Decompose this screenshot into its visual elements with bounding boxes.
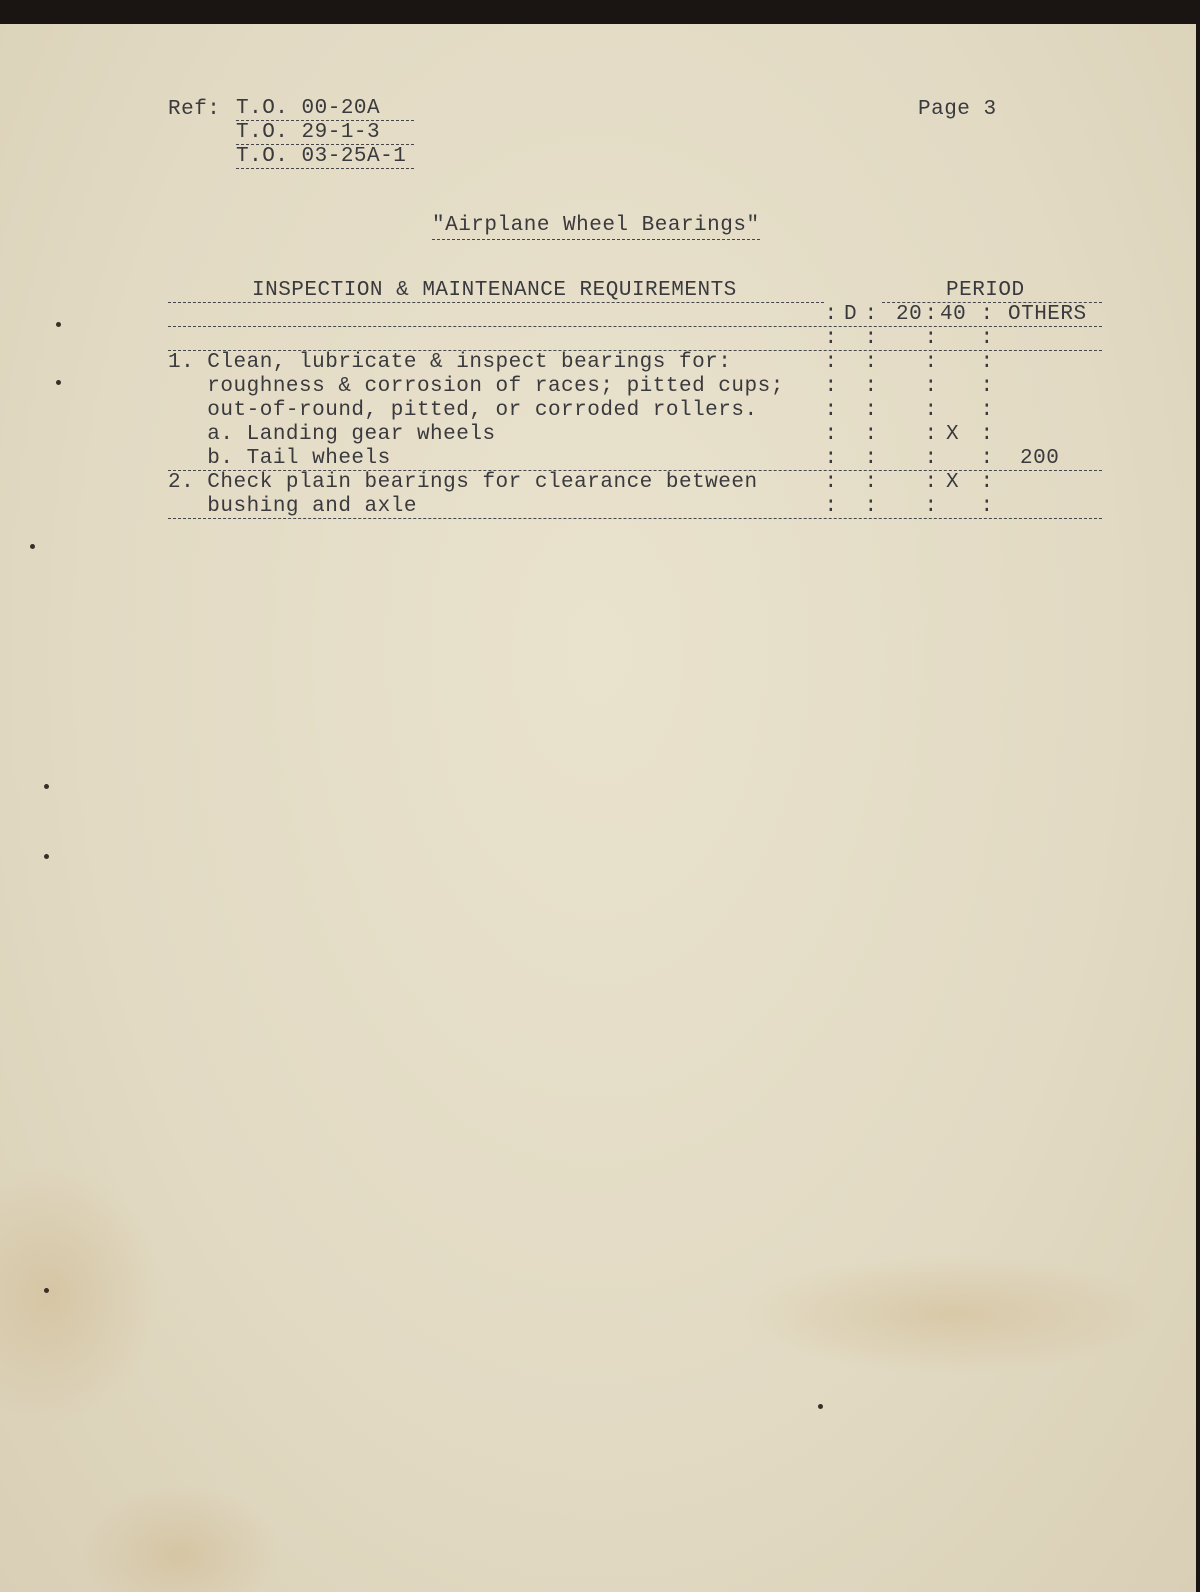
item-1-line-2: roughness & corrosion of races; pitted cups; xyxy=(168,375,784,398)
item-1-line-3: out-of-round, pitted, or corroded rollers. xyxy=(168,399,758,422)
item-1-line-1: 1. Clean, lubricate & inspect bearings for: xyxy=(168,351,732,374)
item-2-40-mark: X xyxy=(946,471,960,494)
page-number: Page 3 xyxy=(918,98,997,121)
table-bottom-rule xyxy=(168,518,1102,519)
requirements-header: INSPECTION & MAINTENANCE REQUIREMENTS xyxy=(252,279,737,302)
document-title: "Airplane Wheel Bearings" xyxy=(432,214,760,240)
paper-speck xyxy=(818,1404,823,1409)
item-1a-40-mark: X xyxy=(946,423,960,446)
period-col-20: 20 xyxy=(896,303,923,326)
paper-speck xyxy=(44,1288,49,1293)
requirements-table: INSPECTION & MAINTENANCE REQUIREMENTS PERIOD : D : 20 : 40 : OTHERS : : : : 1. Clean, lubricate & inspect bearings for: roughness & corrosion of races; pitted cups; out-of-round, pitted, or corroded rollers. : : : : : : : : : : : : a. Landing gear wheels : : : X : b. Tail wheels : : : : 200 2. Check plain bearings for clearance between bushing and axle : : : X : : : : : xyxy=(168,280,1102,540)
period-col-d: D xyxy=(844,303,858,326)
paper-speck xyxy=(44,784,49,789)
paper-speck xyxy=(56,322,61,327)
item-2-line-1: 2. Check plain bearings for clearance between xyxy=(168,471,758,494)
reference-to-2: T.O. 29-1-3 xyxy=(236,122,414,145)
paper-stain xyxy=(0,1164,160,1424)
item-2-line-2: bushing and axle xyxy=(168,495,417,518)
period-col-40: 40 xyxy=(940,303,967,326)
period-col-others: OTHERS xyxy=(1008,303,1087,326)
reference-to-1: T.O. 00-20A xyxy=(236,98,414,121)
document-page xyxy=(0,24,1196,1592)
item-1a-landing-gear: a. Landing gear wheels xyxy=(168,423,496,446)
paper-speck xyxy=(44,854,49,859)
paper-speck xyxy=(30,544,35,549)
period-header: PERIOD xyxy=(946,279,1025,302)
item-1b-others-value: 200 xyxy=(1020,447,1060,470)
paper-speck xyxy=(56,380,61,385)
reference-to-3: T.O. 03-25A-1 xyxy=(236,146,414,169)
item-1b-tail-wheels: b. Tail wheels xyxy=(168,447,391,470)
paper-stain xyxy=(740,1254,1160,1374)
ref-label: Ref: xyxy=(168,98,221,121)
header-rule xyxy=(168,302,824,303)
column-header-rule xyxy=(168,326,1102,327)
paper-stain xyxy=(80,1484,280,1592)
